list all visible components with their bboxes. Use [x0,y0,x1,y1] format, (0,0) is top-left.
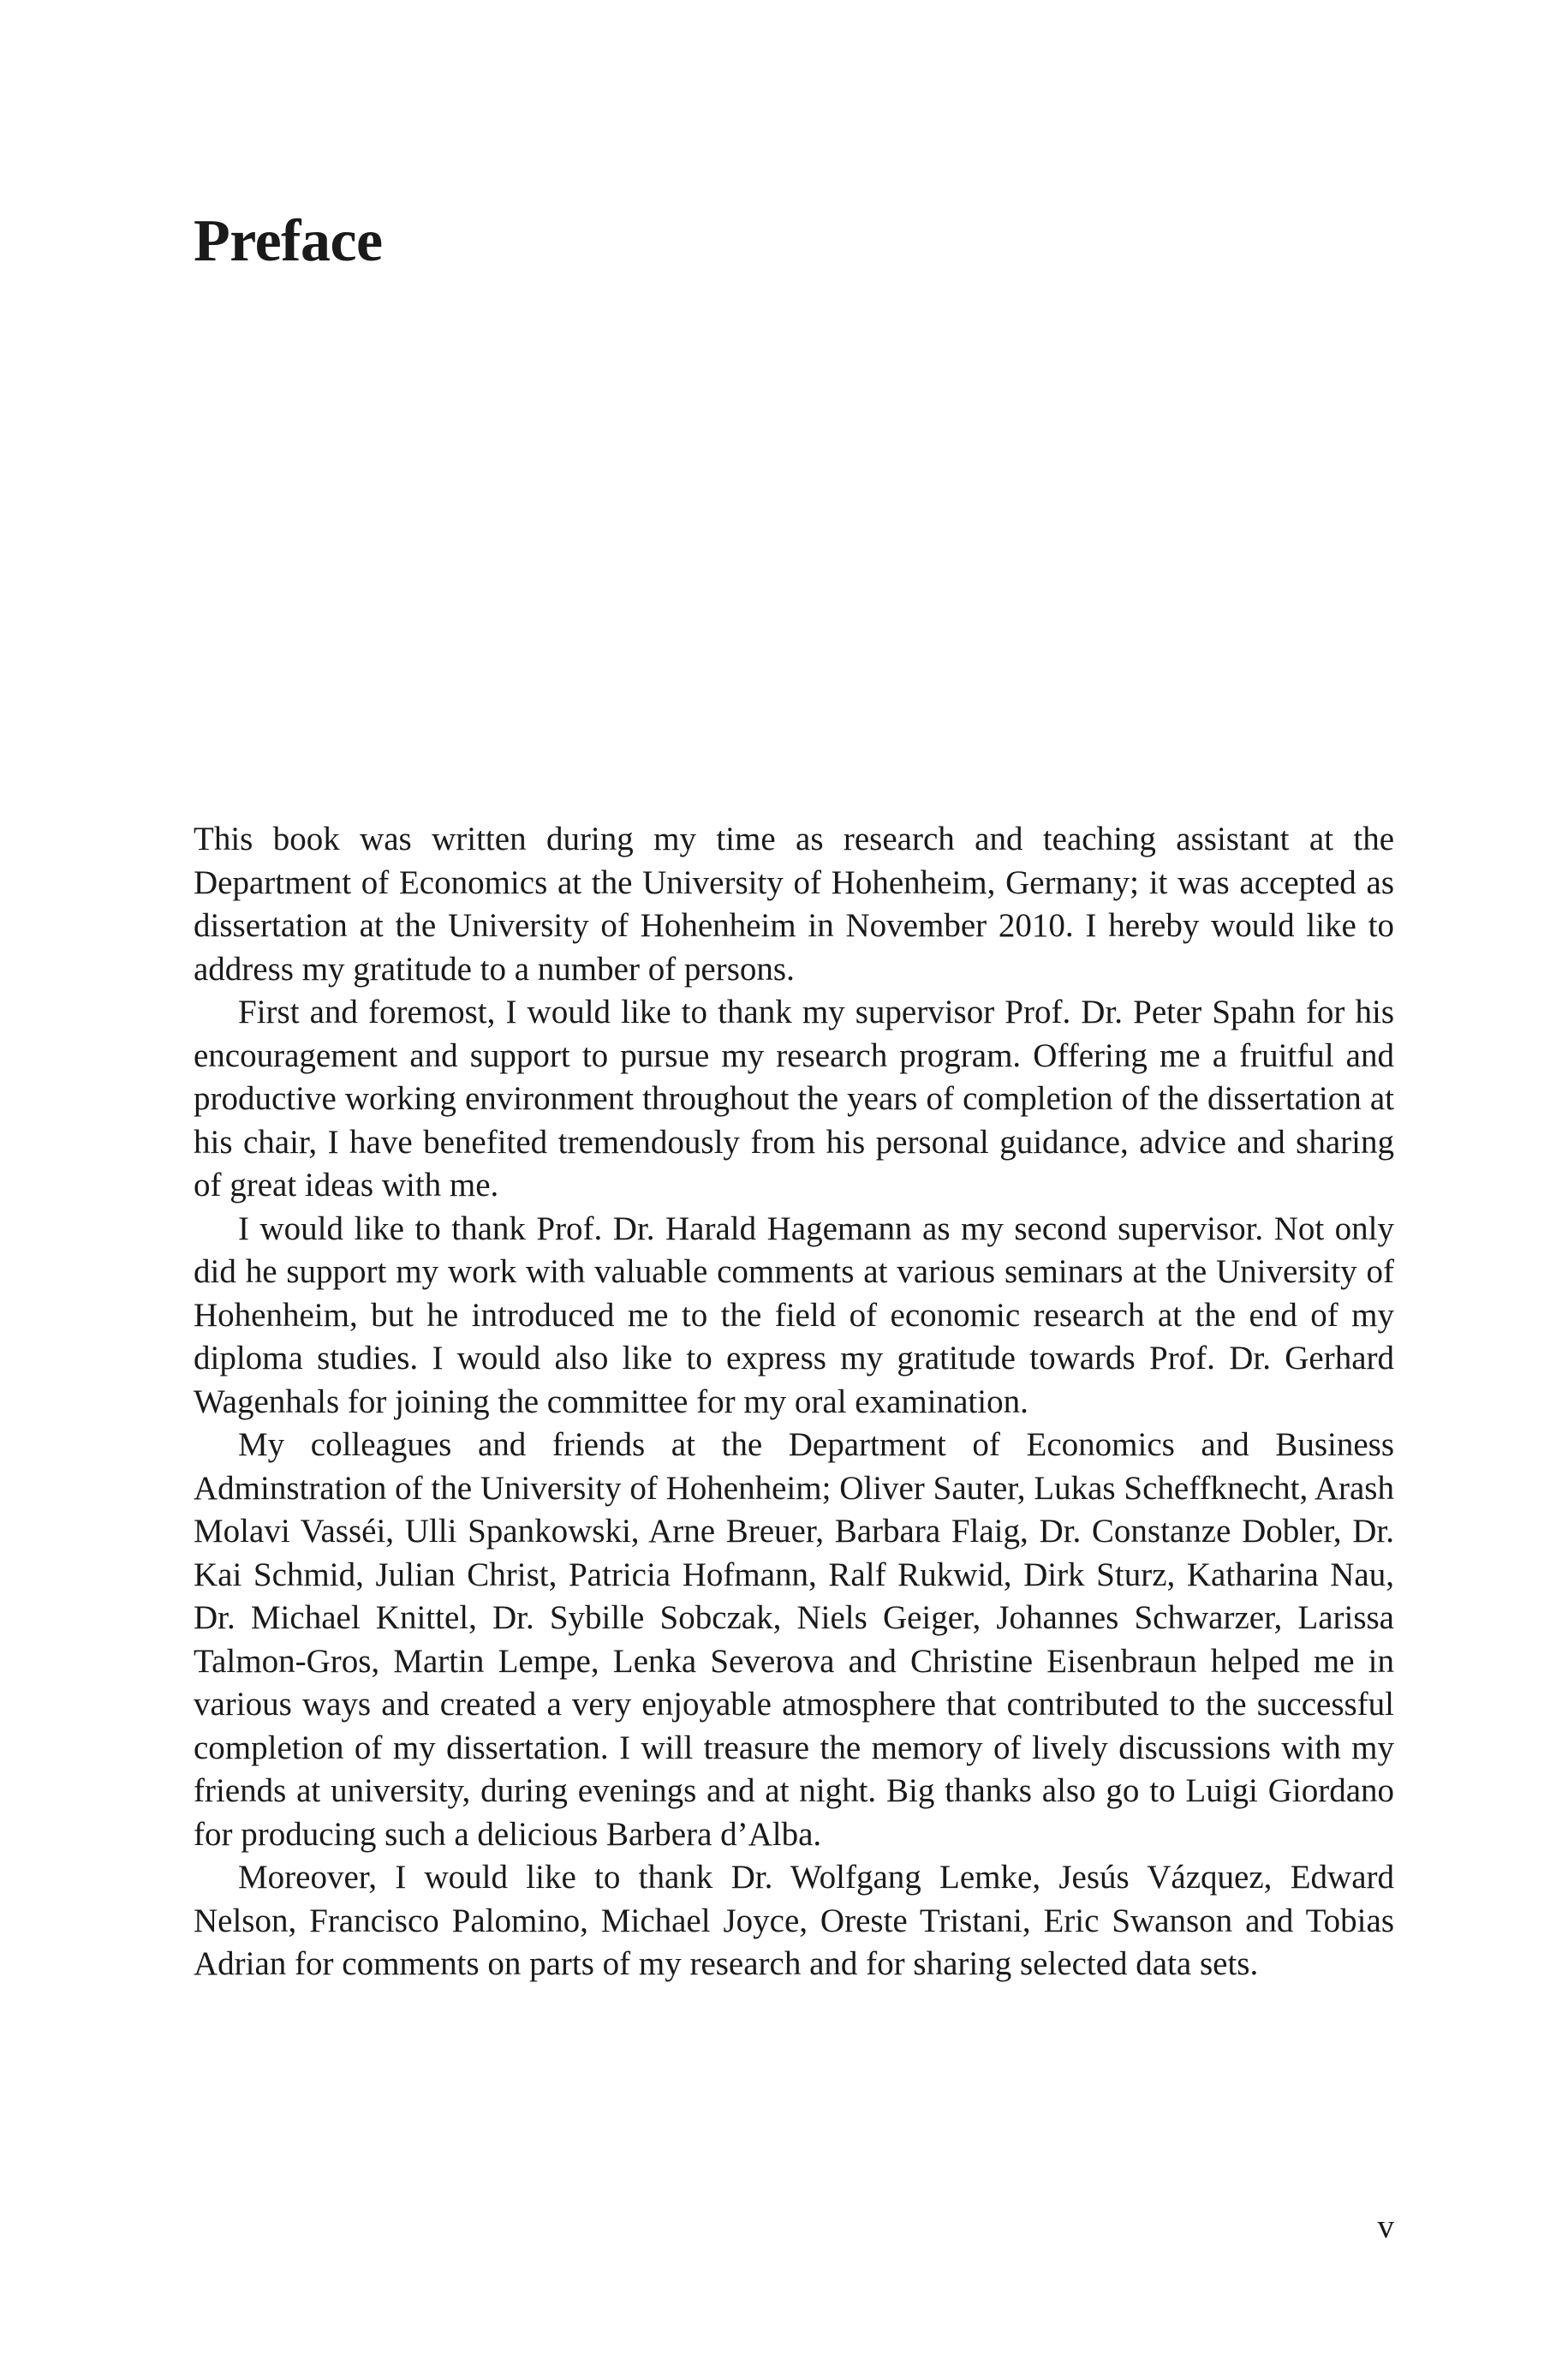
paragraph-4: My colleagues and friends at the Department of Economics and Business Adminstration of the University of Hohenheim; Oliver Sauter, Lukas Scheffknecht, Arash Molavi Vasséi, Ulli Spankowski, Arne Breuer, Barbara Flaig, Dr. Constanze Dobler, Dr. Kai Schmid, Julian Christ, Patricia Hofmann, Ralf Rukwid, Dirk Sturz, Katharina Nau, Dr. Michael Knittel, Dr. Sybille Sobczak, Niels Geiger, Johannes Schwarzer, Larissa Talmon-Gros, Martin Lempe, Lenka Severova and Christine Eisenbraun helped me in various ways and created a very enjoyable atmosphere that contributed to the successful completion of my dissertation. I will treasure the memory of lively discussions with my friends at university, during evenings and at night. Big thanks also go to Luigi Giordano for producing such a delicious Barbera d’Alba. [194,1426,1394,1853]
paragraph-2: First and foremost, I would like to thank my supervisor Prof. Dr. Peter Spahn for his encouragement and support to pursue my research program. Offering me a fruitful and productive working environment throughout the years of completion of the dissertation at his chair, I have benefited tremendously from his personal guidance, advice and sharing of great ideas with me. [194,994,1394,1203]
page-number: v [1377,2208,1394,2245]
preface-body [194,818,1394,1986]
page-title: Preface [194,208,383,274]
paragraph-1: This book was written during my time as research and teaching assistant at the Department of Economics at the University of Hohenheim, Germany; it was accepted as dissertation at the University of Hohenheim in November 2010. I hereby would like to address my gratitude to a number of persons. [194,821,1394,988]
paragraph-3: I would like to thank Prof. Dr. Harald Hagemann as my second supervisor. Not only did he support my work with valuable comments at various seminars at the University of Hohenheim, but he introduced me to the field of economic research at the end of my diploma studies. I would also like to express my gratitude towards Prof. Dr. Gerhard Wagenhals for joining the committee for my oral examination. [194,1209,1394,1420]
paragraph-5: Moreover, I would like to thank Dr. Wolfgang Lemke, Jesús Vázquez, Edward Nelson, Francisco Palomino, Michael Joyce, Oreste Tristani, Eric Swanson and Tobias Adrian for comments on parts of my research and for sharing selected data sets. [194,1859,1394,1982]
